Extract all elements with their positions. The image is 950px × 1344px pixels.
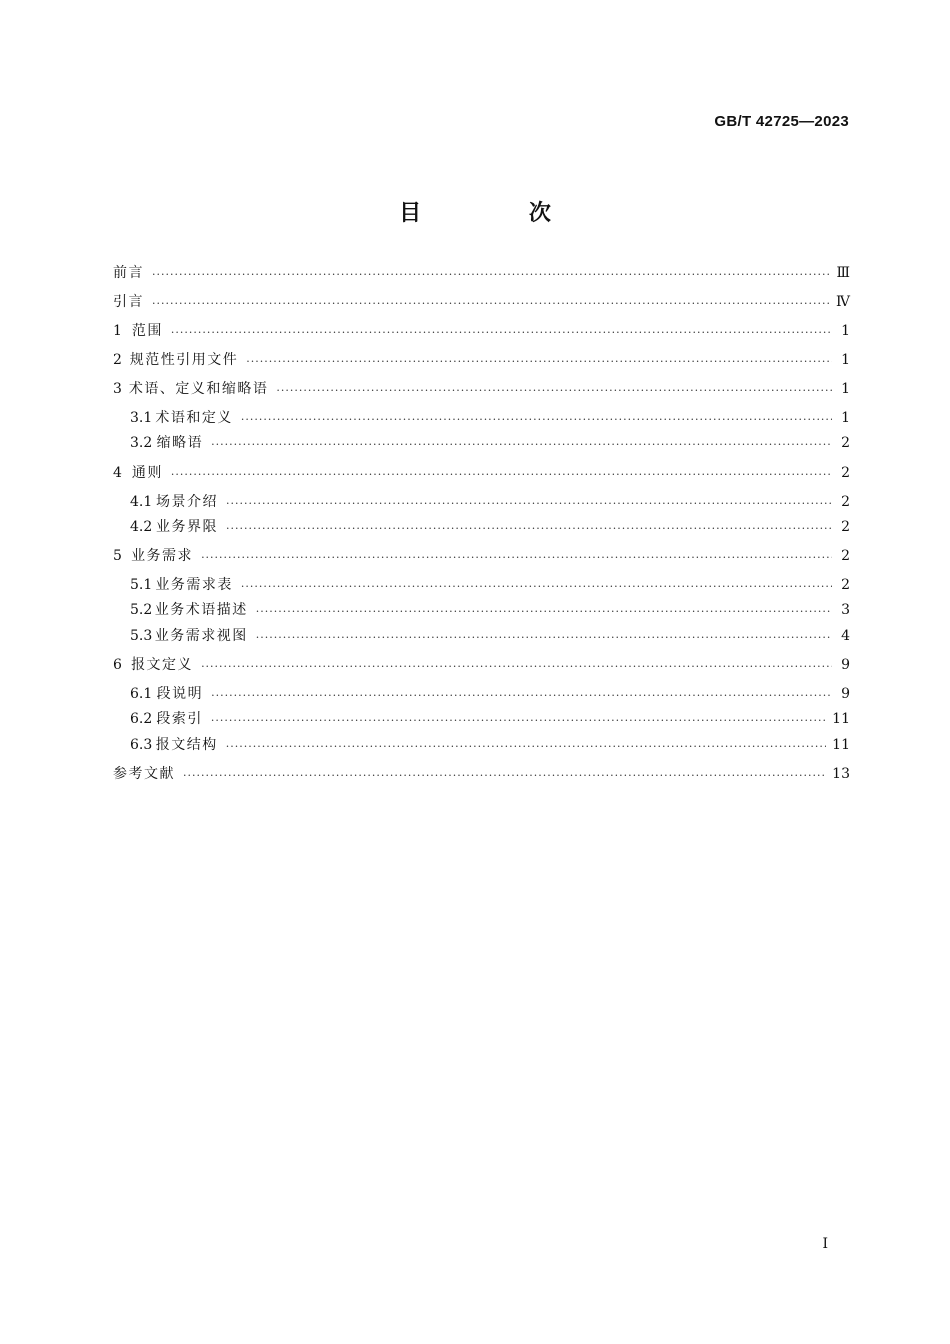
toc-entry[interactable] xyxy=(113,545,850,567)
toc-entry-page: 1 xyxy=(841,323,850,339)
toc-entry-number: 4.2 xyxy=(130,519,153,535)
toc-entry[interactable] xyxy=(113,320,850,342)
toc-entry[interactable] xyxy=(113,378,850,400)
toc-entry-page: 2 xyxy=(841,494,850,510)
toc-entry[interactable] xyxy=(130,599,850,621)
toc-entry-number: 6 xyxy=(113,657,122,673)
toc-dot-leader xyxy=(226,495,832,513)
toc-entry-label: 报文定义 xyxy=(131,657,194,673)
toc-entry-label: 引言 xyxy=(113,294,144,310)
toc-entry[interactable] xyxy=(113,291,850,313)
toc-entry-page: 13 xyxy=(832,766,850,782)
toc-dot-leader xyxy=(241,411,832,429)
toc-entry-number: 5.3 xyxy=(130,628,153,644)
toc-dot-leader xyxy=(256,629,832,647)
toc-entry-number: 5.2 xyxy=(130,602,153,618)
toc-dot-leader xyxy=(171,324,832,342)
toc-entry-label: 通则 xyxy=(131,465,163,481)
toc-entry[interactable] xyxy=(130,708,850,730)
document-code: GB/T 42725—2023 xyxy=(714,113,849,130)
toc-entry-number: 4 xyxy=(113,465,122,481)
toc-entry-number: 4.1 xyxy=(130,494,153,510)
toc-dot-leader xyxy=(211,436,832,454)
toc-entry-page: 9 xyxy=(841,657,850,673)
toc-entry-page: 1 xyxy=(841,410,850,426)
toc-dot-leader xyxy=(211,687,832,705)
toc-entry-page: 3 xyxy=(841,602,850,618)
toc-dot-leader xyxy=(171,466,832,484)
toc-entry[interactable] xyxy=(130,407,850,429)
toc-entry-page: 2 xyxy=(841,435,850,451)
toc-entry-label: 术语、定义和缩略语 xyxy=(128,381,269,397)
toc-entry[interactable] xyxy=(130,625,850,647)
toc-entry-page: Ⅳ xyxy=(836,294,850,310)
toc-title: 目 次 xyxy=(399,201,601,226)
toc-entry-label: 场景介绍 xyxy=(156,494,219,510)
toc-entry-label: 报文结构 xyxy=(155,737,218,753)
toc-entry-page: 2 xyxy=(841,548,850,564)
toc-dot-leader xyxy=(201,658,832,676)
toc-entry-label: 术语和定义 xyxy=(155,410,233,426)
toc-entry-number: 5.1 xyxy=(130,577,153,593)
toc-dot-leader xyxy=(256,603,832,621)
toc-entry-label: 前言 xyxy=(113,265,144,281)
toc-entry-number: 1 xyxy=(113,323,122,339)
toc-entry-page: Ⅲ xyxy=(836,265,850,281)
toc-dot-leader xyxy=(226,520,832,538)
toc-dot-leader xyxy=(246,353,832,371)
toc-entry-page: 1 xyxy=(841,381,850,397)
toc-dot-leader xyxy=(183,767,826,785)
toc-entry[interactable] xyxy=(113,462,850,484)
toc-entry[interactable] xyxy=(113,763,850,785)
toc-entry[interactable] xyxy=(130,516,850,538)
toc-entry-label: 参考文献 xyxy=(113,766,175,782)
toc-entry-page: 11 xyxy=(832,711,850,727)
toc-dot-leader xyxy=(276,382,832,400)
toc-entry-number: 3 xyxy=(113,381,122,397)
toc-entry-label: 业务需求视图 xyxy=(154,628,248,644)
toc-dot-leader xyxy=(241,578,832,596)
toc-entry-label: 段说明 xyxy=(156,686,204,702)
toc-entry[interactable] xyxy=(130,432,850,454)
page-number: I xyxy=(822,1236,828,1252)
toc-entry-number: 5 xyxy=(113,548,122,564)
toc-entry-label: 业务需求表 xyxy=(155,577,233,593)
toc-dot-leader xyxy=(152,295,830,313)
toc-entry[interactable] xyxy=(130,734,850,756)
toc-entry-page: 2 xyxy=(841,465,850,481)
toc-entry[interactable] xyxy=(130,574,850,596)
toc-entry[interactable] xyxy=(113,654,850,676)
toc-entry-page: 9 xyxy=(841,686,850,702)
toc-entry-page: 11 xyxy=(832,737,850,753)
toc-entry[interactable] xyxy=(113,349,850,371)
toc-dot-leader xyxy=(211,712,826,730)
toc-entry-label: 段索引 xyxy=(156,711,203,727)
toc-dot-leader xyxy=(201,549,832,567)
toc-entry-label: 规范性引用文件 xyxy=(129,352,239,368)
toc-entry-number: 3.1 xyxy=(130,410,153,426)
toc-entry-label: 缩略语 xyxy=(156,435,204,451)
toc-entry-page: 1 xyxy=(841,352,850,368)
toc-entry-number: 3.2 xyxy=(130,435,153,451)
toc-entry-label: 业务需求 xyxy=(131,548,194,564)
toc-entry-page: 2 xyxy=(841,519,850,535)
toc-entry-label: 范围 xyxy=(131,323,163,339)
toc-entry-number: 6.2 xyxy=(130,711,153,727)
toc-dot-leader xyxy=(152,266,830,284)
toc-entry[interactable] xyxy=(130,491,850,513)
toc-entry-page: 4 xyxy=(841,628,850,644)
toc-entry-page: 2 xyxy=(841,577,850,593)
toc-entry-label: 业务界限 xyxy=(156,519,219,535)
toc-entry[interactable] xyxy=(113,262,850,284)
toc-entry[interactable] xyxy=(130,683,850,705)
toc-entry-number: 2 xyxy=(113,352,122,368)
toc-entry-number: 6.1 xyxy=(130,686,153,702)
toc-entry-label: 业务术语描述 xyxy=(154,602,248,618)
toc-entry-number: 6.3 xyxy=(130,737,153,753)
toc-dot-leader xyxy=(226,738,826,756)
